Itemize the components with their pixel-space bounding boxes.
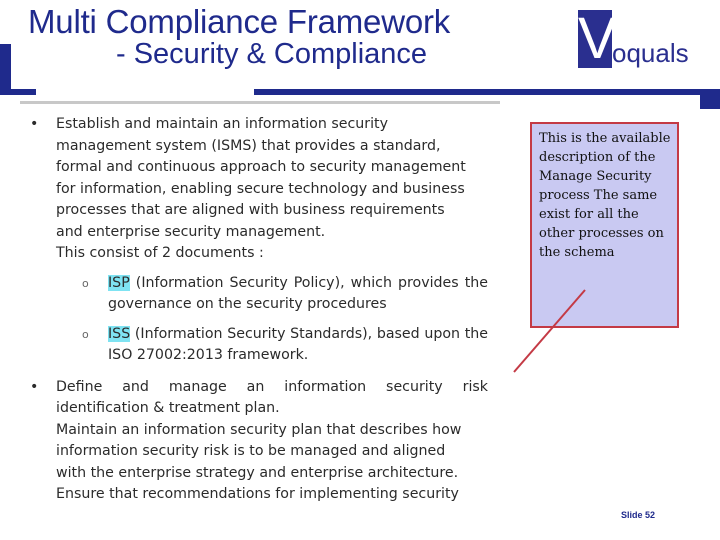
bullet-line: Maintain an information security plan that describes how — [56, 421, 462, 438]
isp-description: (Information Security Policy), which provides the governance on the security procedures — [108, 274, 488, 312]
bullet-line: with the enterprise strategy and enterprise architecture. — [56, 464, 459, 481]
slide-title: Multi Compliance Framework — [28, 3, 451, 40]
bullet-dot: • — [30, 116, 39, 132]
sub-bullet-marker: o — [82, 327, 89, 341]
iss-highlight: ISS — [108, 325, 131, 342]
bullet-line: Define and manage an information security risk — [56, 378, 488, 395]
iss-description: (Information Security Standards), based upon the ISO 27002:2013 framework. — [108, 325, 488, 363]
bullet-line: Establish and maintain an information security — [56, 116, 388, 132]
bullet-line: management system (ISMS) that provides a standard, — [56, 137, 441, 154]
callout-box: This is the available description of the Manage Security process The same exist for all the other processes on the schema — [530, 122, 679, 328]
sub-bullet-marker: o — [82, 276, 89, 290]
slide-number: Slide 52 — [621, 510, 656, 520]
logo-initial: V — [578, 6, 617, 71]
bullet-line: formal and continuous approach to security management — [56, 159, 466, 175]
bullet-line: Ensure that recommendations for implementing security — [56, 486, 459, 502]
bullet-line: identification & treatment plan. — [56, 400, 280, 416]
bullet-line: for information, enabling secure technology and business — [56, 180, 465, 197]
bullet-line: This consist of 2 documents : — [56, 245, 264, 261]
bullet-line: processes that are aligned with business requirements — [56, 202, 445, 218]
bullet-dot: • — [30, 378, 39, 395]
logo-wordmark: oquals — [612, 38, 689, 68]
callout-pointer-line — [514, 290, 585, 372]
slide-subtitle: - Security & Compliance — [116, 38, 428, 70]
bullet-line: and enterprise security management. — [56, 223, 326, 240]
bullet-line: information security risk is to be managed and aligned — [56, 443, 446, 459]
isp-highlight: ISP — [108, 274, 130, 291]
